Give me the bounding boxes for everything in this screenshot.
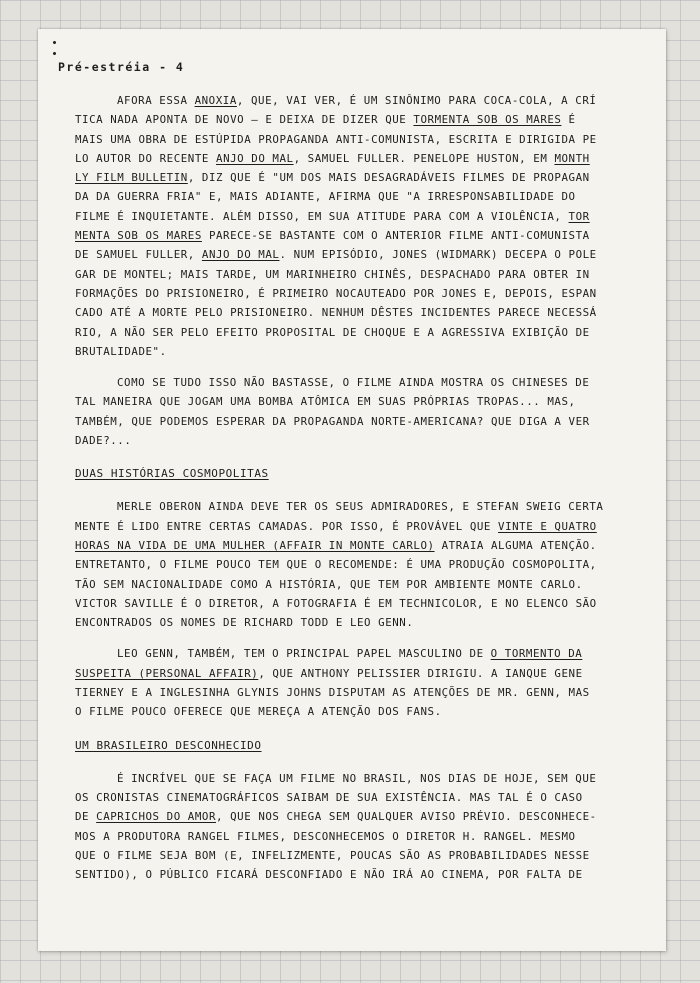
text-line [75, 245, 637, 264]
text-run: ATRAIA ALGUMA ATENÇÃO. [434, 538, 597, 552]
text-line [75, 575, 637, 594]
title-reference: TORMENTA SOB OS MARES [413, 113, 562, 127]
text-line [75, 497, 637, 516]
text-run: ENCONTRADOS OS NOMES DE RICHARD TODD E LEO GENN. [75, 616, 414, 630]
text-run: QUE O FILME SEJA BOM (E, INFELIZMENTE, POUCAS SÃO AS PROBABILIDADES NESSE [75, 848, 590, 862]
text-run: ENTRETANTO, O FILME POUCO TEM QUE O RECOMENDE: É UMA PRODUÇÃO COSMOPOLITA, [75, 558, 597, 572]
text-run: MOS A PRODUTORA RANGEL FILMES, DESCONHECEMOS O DIRETOR H. RANGEL. MESMO [75, 829, 576, 843]
text-line [75, 664, 637, 683]
title-reference: HORAS NA VIDA DE UMA MULHER (AFFAIR IN MONTE CARLO) [75, 538, 435, 552]
text-line [75, 769, 637, 788]
text-line [75, 644, 637, 663]
text-line [75, 431, 637, 450]
text-run: O FILME POUCO OFERECE QUE MEREÇA A ATENÇÃO DOS FANS. [75, 705, 442, 719]
text-run: , DIZ QUE É "UM DOS MAIS DESAGRADÁVEIS FILMES DE PROPAGAN [187, 171, 590, 185]
document-body [75, 91, 637, 884]
text-line [75, 149, 637, 168]
text-run: TICA NADA APONTA DE NOVO — E DEIXA DE DIZER QUE [75, 113, 414, 127]
text-line [75, 865, 637, 884]
text-line [75, 536, 637, 555]
text-run: DE [75, 810, 97, 824]
title-reference: CAPRICHOS DO AMOR [96, 810, 217, 824]
section-heading: DUAS HISTÓRIAS COSMOPOLITAS [75, 467, 269, 481]
text-run: LEO GENN, TAMBÉM, TEM O PRINCIPAL PAPEL MASCULINO DE [117, 647, 491, 661]
text-run: CADO ATÉ A MORTE PELO PRISIONEIRO. NENHUM DÊSTES INCIDENTES PARECE NECESSÁ [75, 306, 597, 320]
text-line [75, 702, 637, 721]
text-run: PARECE-SE BASTANTE COM O ANTERIOR FILME ANTI-COMUNISTA [201, 229, 590, 243]
text-run: TAL MANEIRA QUE JOGAM UMA BOMBA ATÔMICA EM SUAS PRÓPRIAS TROPAS... MAS, [75, 395, 576, 409]
text-run: , QUE, VAI VER, É UM SINÔNIMO PARA COCA-COLA, A CRÍ [236, 94, 597, 107]
text-run: GAR DE MONTEL; MAIS TARDE, UM MARINHEIRO CHINÊS, DESPACHADO PARA OBTER IN [75, 267, 590, 281]
text-run: OS CRONISTAS CINEMATOGRÁFICOS SAIBAM DE SUA EXISTÊNCIA. MAS TAL É O CASO [75, 790, 583, 804]
text-line [75, 555, 637, 574]
text-line [75, 683, 637, 702]
text-run: TÃO SEM NACIONALIDADE COMO A HISTÓRIA, QUE TEM POR AMBIENTE MONTE CARLO. [75, 577, 583, 591]
text-line [75, 827, 637, 846]
page-header: Pré-estréia - 4 [58, 60, 185, 74]
text-run: BRUTALIDADE". [75, 344, 167, 358]
text-run: TIERNEY E A INGLESINHA GLYNIS JOHNS DISPUTAM AS ATENÇÕES DE MR. GENN, MAS [75, 686, 590, 700]
text-run: MERLE OBERON AINDA DEVE TER OS SEUS ADMIRADORES, E STEFAN SWEIG CERTA [117, 500, 604, 514]
title-reference: LY FILM BULLETIN [75, 171, 188, 185]
text-run: TAMBÉM, QUE PODEMOS ESPERAR DA PROPAGANDA NORTE-AMERICANA? QUE DIGA A VER [75, 414, 590, 428]
paragraph [75, 373, 637, 450]
section-heading: UM BRASILEIRO DESCONHECIDO [75, 738, 262, 752]
title-reference: VINTE E QUATRO [498, 519, 597, 533]
title-reference: ANJO DO MAL [201, 248, 280, 262]
text-run: DA DA GUERRA FRIA" E, MAIS ADIANTE, AFIRMA QUE "A IRRESPONSABILIDADE DO [75, 190, 576, 204]
text-line [75, 91, 637, 110]
typewritten-page [38, 29, 666, 951]
text-run: LO AUTOR DO RECENTE [75, 151, 217, 165]
punch-mark [53, 41, 56, 44]
title-reference: ANOXIA [194, 94, 237, 107]
text-run: MAIS UMA OBRA DE ESTÚPIDA PROPAGANDA ANTI-COMUNISTA, ESCRITA E DIRIGIDA PE [75, 132, 597, 146]
text-line [75, 168, 637, 187]
paragraph [75, 497, 637, 632]
text-line [75, 187, 637, 206]
text-line [75, 323, 637, 342]
text-line [75, 342, 637, 361]
text-line [75, 846, 637, 865]
text-run: DE SAMUEL FULLER, [75, 248, 202, 262]
text-run: , SAMUEL FULLER. PENELOPE HUSTON, EM [293, 151, 555, 165]
text-run: . NUM EPISÓDIO, JONES (WIDMARK) DECEPA O POLE [279, 248, 597, 262]
title-reference: MENTA SOB OS MARES [75, 229, 202, 243]
title-reference: MONTH [554, 151, 590, 165]
text-run: , QUE NOS CHEGA SEM QUALQUER AVISO PRÉVIO. DESCONHECE- [216, 810, 597, 824]
text-line [75, 207, 637, 226]
title-reference: TOR [568, 209, 590, 223]
text-run: AFORA ESSA [117, 94, 195, 107]
text-line [75, 265, 637, 284]
paragraph [75, 769, 637, 885]
text-line [75, 594, 637, 613]
text-line [75, 303, 637, 322]
text-run: RIO, A NÃO SER PELO EFEITO PROPOSITAL DE CHOQUE E A AGRESSIVA EXIBIÇÃO DE [75, 325, 590, 339]
text-line [75, 284, 637, 303]
text-run: É INCRÍVEL QUE SE FAÇA UM FILME NO BRASIL, NOS DIAS DE HOJE, SEM QUE [117, 771, 597, 785]
text-run: MENTE É LIDO ENTRE CERTAS CAMADAS. POR ISSO, É PROVÁVEL QUE [75, 519, 499, 533]
paragraph [75, 644, 637, 721]
text-line [75, 130, 637, 149]
text-run: SENTIDO), O PÚBLICO FICARÁ DESCONFIADO E NÃO IRÁ AO CINEMA, POR FALTA DE [75, 868, 583, 882]
text-line [75, 226, 637, 245]
punch-mark [53, 52, 56, 55]
text-run: FILME É INQUIETANTE. ALÉM DISSO, EM SUA ATITUDE PARA COM A VIOLÊNCIA, [75, 209, 569, 223]
text-line [75, 613, 637, 632]
text-run: FORMAÇÕES DO PRISIONEIRO, É PRIMEIRO NOCAUTEADO POR JONES E, DEPOIS, ESPAN [75, 286, 597, 300]
paragraph [75, 91, 637, 361]
text-line [75, 807, 637, 826]
text-line [75, 392, 637, 411]
title-reference: ANJO DO MAL [216, 151, 294, 165]
title-reference: O TORMENTO DA [490, 647, 583, 661]
title-reference: SUSPEITA (PERSONAL AFFAIR) [75, 666, 259, 680]
text-run: É [561, 113, 576, 127]
text-line [75, 373, 637, 392]
text-run: DADE?... [75, 434, 132, 448]
text-run: VICTOR SAVILLE É O DIRETOR, A FOTOGRAFIA É EM TECHNICOLOR, E NO ELENCO SÃO [75, 596, 597, 610]
text-run: COMO SE TUDO ISSO NÃO BASTASSE, O FILME AINDA MOSTRA OS CHINESES DE [117, 376, 590, 390]
text-line [75, 110, 637, 129]
text-line [75, 788, 637, 807]
text-line [75, 412, 637, 431]
text-line [75, 517, 637, 536]
text-run: , QUE ANTHONY PELISSIER DIRIGIU. A IANQUE GENE [258, 666, 583, 680]
